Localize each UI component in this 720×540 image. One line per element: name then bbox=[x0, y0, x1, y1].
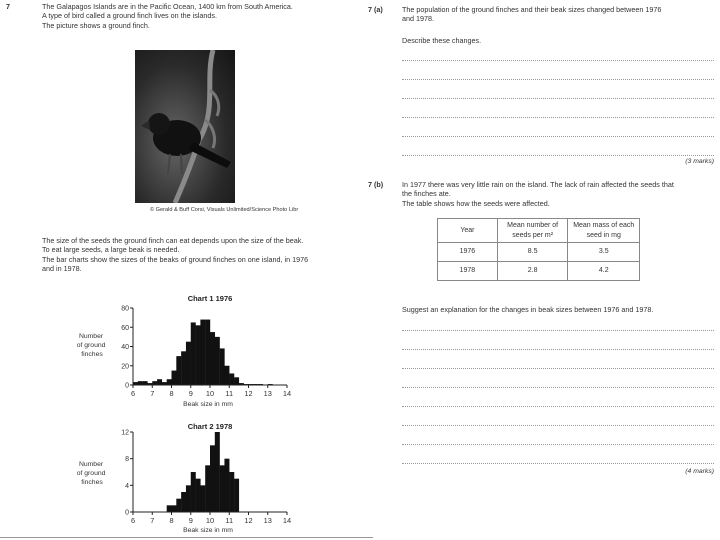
bar bbox=[191, 472, 196, 512]
bar bbox=[220, 348, 225, 385]
ylabel-line-1: Number bbox=[78, 333, 104, 340]
answer-line[interactable] bbox=[402, 155, 714, 156]
table-cell: 3.5 bbox=[568, 243, 640, 262]
x-tick-label: 14 bbox=[282, 389, 292, 398]
ylabel-line-2: of ground bbox=[76, 342, 106, 349]
x-tick-label: 11 bbox=[225, 516, 234, 525]
part-a-text bbox=[402, 5, 712, 24]
y-tick-label: 12 bbox=[121, 429, 129, 437]
bar bbox=[215, 432, 220, 512]
ylabel-line-1: Number bbox=[78, 461, 104, 468]
bar bbox=[200, 320, 205, 385]
x-tick-label: 8 bbox=[169, 516, 174, 525]
chart-title: Chart 1 1976 bbox=[187, 294, 233, 303]
table-header: Year bbox=[438, 219, 498, 243]
part-b-line: In 1977 there was very little rain on the island. The lack of rain affected the seeds that bbox=[402, 180, 674, 189]
bar bbox=[176, 499, 181, 512]
x-tick-label: 9 bbox=[188, 516, 193, 525]
chart-plot bbox=[121, 430, 291, 526]
seed-line: and in 1978. bbox=[42, 264, 82, 274]
answer-line[interactable] bbox=[402, 406, 714, 407]
x-tick-label: 11 bbox=[225, 389, 234, 398]
answer-line[interactable] bbox=[402, 387, 714, 388]
x-tick-label: 12 bbox=[244, 516, 253, 525]
x-tick-label: 9 bbox=[188, 389, 193, 398]
part-b-label: 7 (b) bbox=[368, 180, 384, 189]
bar bbox=[167, 505, 172, 512]
part-b-line: the finches ate. bbox=[402, 189, 451, 199]
answer-line[interactable] bbox=[402, 98, 714, 99]
bar bbox=[186, 342, 191, 385]
x-tick-label: 8 bbox=[169, 389, 174, 398]
y-tick-label: 20 bbox=[121, 363, 129, 371]
bar bbox=[215, 337, 220, 385]
part-b-marks: (4 marks) bbox=[685, 468, 714, 475]
bar bbox=[181, 351, 186, 385]
table-cell: 1976 bbox=[438, 243, 498, 262]
bar bbox=[191, 322, 196, 385]
bar bbox=[210, 332, 215, 385]
x-tick-label: 14 bbox=[282, 516, 292, 525]
answer-line[interactable] bbox=[402, 444, 714, 445]
answer-line[interactable] bbox=[402, 330, 714, 331]
intro-text bbox=[42, 2, 352, 30]
chart-ylabel bbox=[77, 461, 108, 486]
bar bbox=[205, 465, 210, 512]
table-cell: 8.5 bbox=[497, 243, 568, 262]
chart-xlabel: Beak size in mm bbox=[183, 527, 233, 534]
bar bbox=[224, 366, 229, 385]
y-tick-label: 8 bbox=[125, 456, 129, 464]
answer-line[interactable] bbox=[402, 117, 714, 118]
table-cell: 2.8 bbox=[497, 262, 568, 281]
answer-line[interactable] bbox=[402, 349, 714, 350]
x-tick-label: 13 bbox=[263, 516, 272, 525]
bar bbox=[229, 373, 234, 385]
ylabel-line-2: of ground bbox=[76, 470, 106, 477]
seed-line: The bar charts show the sizes of the beaks of ground finches on one island, in 1976 bbox=[42, 254, 309, 264]
chart-xlabel: Beak size in mm bbox=[183, 401, 233, 408]
y-tick-label: 40 bbox=[121, 344, 129, 351]
ylabel-line-3: finches bbox=[81, 479, 103, 486]
bar bbox=[224, 459, 229, 512]
x-tick-label: 7 bbox=[150, 389, 155, 398]
bar bbox=[205, 320, 210, 385]
bar bbox=[186, 485, 191, 512]
x-tick-label: 10 bbox=[205, 389, 215, 398]
x-tick-label: 7 bbox=[150, 516, 155, 525]
bar bbox=[152, 381, 157, 385]
table-header: Mean number of seeds per m² bbox=[497, 219, 568, 243]
answer-line[interactable] bbox=[402, 136, 714, 137]
table-cell: 1978 bbox=[438, 262, 498, 281]
y-tick-label: 60 bbox=[121, 324, 129, 332]
bar bbox=[138, 381, 143, 385]
table-header-row bbox=[438, 219, 640, 243]
y-tick-label: 80 bbox=[121, 305, 129, 313]
y-tick-label: 4 bbox=[125, 482, 129, 490]
bar bbox=[167, 379, 172, 385]
bar bbox=[196, 325, 201, 385]
chart-1976 bbox=[70, 290, 310, 415]
x-tick-label: 10 bbox=[205, 516, 215, 525]
chart-ylabel bbox=[77, 333, 108, 358]
x-tick-label: 6 bbox=[130, 389, 136, 398]
x-tick-label: 12 bbox=[244, 389, 253, 398]
bar bbox=[210, 445, 215, 512]
answer-line[interactable] bbox=[402, 463, 714, 464]
part-b-line: The table shows how the seeds were affected. bbox=[402, 198, 550, 208]
table-cell: 4.2 bbox=[568, 262, 640, 281]
table-row bbox=[438, 262, 640, 281]
x-tick-label: 6 bbox=[130, 516, 136, 525]
answer-line[interactable] bbox=[402, 60, 714, 61]
chart-plot bbox=[121, 306, 291, 399]
y-tick-label: 0 bbox=[125, 509, 129, 517]
bar bbox=[176, 356, 181, 385]
ylabel-line-3: finches bbox=[81, 351, 103, 358]
intro-line: The picture shows a ground finch. bbox=[42, 20, 150, 30]
bar bbox=[181, 492, 186, 512]
part-a-prompt: Describe these changes. bbox=[402, 36, 482, 45]
part-a-line: and 1978. bbox=[402, 14, 434, 24]
finch-illustration bbox=[135, 50, 235, 203]
question-number: 7 bbox=[6, 2, 10, 11]
page-bottom-rule bbox=[0, 537, 373, 538]
bar bbox=[196, 479, 201, 512]
intro-line: A type of bird called a ground finch lives on the islands. bbox=[42, 11, 218, 21]
part-b-prompt: Suggest an explanation for the changes in beak sizes between 1976 and 1978. bbox=[402, 305, 654, 314]
y-tick-label: 0 bbox=[125, 382, 129, 390]
seed-paragraph bbox=[42, 236, 367, 273]
bar bbox=[220, 465, 225, 512]
chart-1978 bbox=[70, 420, 310, 535]
answer-line[interactable] bbox=[402, 368, 714, 369]
seed-line: The size of the seeds the ground finch can eat depends upon the size of the beak. bbox=[42, 236, 304, 245]
bar bbox=[234, 479, 239, 512]
bar bbox=[200, 485, 205, 512]
photo-credit: © Gerald & Buff Corsi, Visuals Unlimited/Science Photo Libr bbox=[150, 207, 299, 213]
table-header: Mean mass of each seed in mg bbox=[568, 219, 640, 243]
bar bbox=[157, 379, 162, 385]
bar bbox=[172, 371, 177, 385]
bar bbox=[172, 505, 177, 512]
table-row bbox=[438, 243, 640, 262]
bar bbox=[143, 381, 148, 385]
intro-line: The Galapagos Islands are in the Pacific Ocean, 1400 km from South America. bbox=[42, 2, 293, 11]
chart-title: Chart 2 1978 bbox=[187, 422, 233, 431]
answer-line[interactable] bbox=[402, 79, 714, 80]
part-a-line: The population of the ground finches and their beak sizes changed between 1976 bbox=[402, 5, 662, 14]
part-b-text bbox=[402, 180, 716, 208]
seed-table bbox=[437, 218, 640, 281]
answer-line[interactable] bbox=[402, 425, 714, 426]
part-a-label: 7 (a) bbox=[368, 5, 383, 14]
seed-line: To eat large seeds, a large beak is needed. bbox=[42, 245, 180, 255]
part-a-marks: (3 marks) bbox=[685, 158, 714, 165]
bar bbox=[229, 472, 234, 512]
bar bbox=[234, 377, 239, 385]
ground-finch-photo bbox=[135, 50, 235, 203]
x-tick-label: 13 bbox=[263, 389, 272, 398]
